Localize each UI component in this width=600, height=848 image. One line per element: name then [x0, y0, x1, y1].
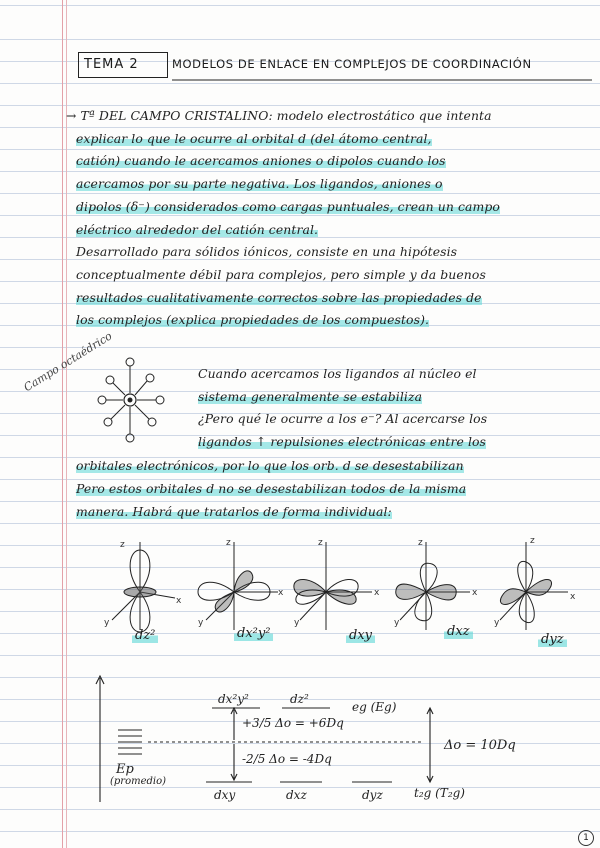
page-number: 1: [578, 830, 594, 846]
axis-x-label: x: [570, 592, 576, 602]
axis-x-label: x: [176, 596, 182, 606]
orbital-label-dx2y2: dx²y²: [234, 626, 273, 641]
orbital-dx2y2-drawing: [198, 542, 278, 630]
title-underline: [172, 78, 600, 84]
paragraphs-line-text: eléctrico alrededor del catión central.: [76, 221, 319, 237]
approach-line-text: Cuando acercamos los ligandos al núcleo el: [198, 366, 477, 381]
approach-line-text: ¿Pero qué le ocurre a los e⁻? Al acercarse los: [198, 411, 488, 426]
axis-y-label: y: [494, 618, 500, 628]
paragraphs-line: [76, 199, 500, 214]
t2g-dyz-label: dyz: [362, 788, 383, 802]
approach-line-text: sistema generalmente se estabiliza: [198, 388, 423, 404]
approach-line: [198, 366, 477, 381]
orbital-drawings: [0, 540, 600, 650]
paragraphs-line: [76, 290, 482, 305]
paragraphs-line-text: acercamos por su parte negativa. Los ligandos, aniones o: [76, 176, 443, 192]
paragraphs-line-text: Desarrollado para sólidos iónicos, consiste en una hipótesis: [76, 244, 458, 260]
t2g-label: t₂g (T₂g): [414, 786, 465, 800]
paragraphs-line: [76, 244, 457, 259]
paragraphs-line-text: conceptualmente débil para complejos, pero simple y da buenos: [76, 266, 486, 282]
ep-label: Ep: [116, 762, 134, 777]
axis-y-label: y: [294, 618, 300, 628]
continued-line-text: Pero estos orbitales d no se desestabilizan todos de la misma: [76, 481, 467, 496]
paragraphs-line: [76, 267, 486, 282]
orbital-label-dz2: dz²: [132, 628, 158, 643]
orbital-label-dyz: dyz: [538, 632, 567, 647]
approach-line-text: ligandos ↑ repulsiones electrónicas entre los: [198, 433, 487, 449]
paragraphs-line: [76, 176, 443, 191]
paragraphs-line-text: → Tª DEL CAMPO CRISTALINO: modelo electrostático que intenta: [66, 108, 492, 123]
paragraphs-line: [76, 312, 429, 327]
paragraphs-line: [76, 153, 446, 168]
approach-line: [198, 434, 486, 449]
orbital-label-dxy: dxy: [346, 628, 375, 643]
eg-right-label: dz²: [290, 692, 309, 706]
axis-z-label: z: [120, 540, 125, 550]
paragraphs-line: [76, 131, 432, 146]
paragraphs-line-text: los complejos (explica propiedades de los compuestos).: [76, 312, 430, 328]
orbital-dz2-drawing: [112, 542, 175, 632]
eg-label: eg (Eg): [352, 700, 397, 714]
side-note: Campo octaédrico: [21, 329, 115, 395]
tema-label: TEMA 2: [84, 57, 139, 72]
eg-left-label: dx²y²: [218, 692, 249, 706]
continued-line: [76, 458, 464, 473]
promedio-label: (promedio): [110, 776, 167, 787]
axis-x-label: x: [472, 588, 478, 598]
continued-line-text: orbitales electrónicos, por lo que los orb. d se desestabilizan: [76, 458, 464, 473]
t2g-dxy-label: dxy: [214, 788, 236, 802]
page-title: MODELOS DE ENLACE EN COMPLEJOS DE COORDINACIÓN: [172, 57, 532, 71]
axis-y-label: y: [198, 618, 204, 628]
orbital-dxz-drawing: [396, 542, 470, 630]
orbital-dyz-drawing: [500, 542, 568, 630]
octahedral-sketch: [98, 356, 168, 446]
approach-line: [198, 411, 487, 426]
paragraphs-line: [66, 108, 492, 123]
axis-y-label: y: [394, 618, 400, 628]
orbital-label-dxz: dxz: [444, 624, 473, 639]
axis-y-label: y: [104, 618, 110, 628]
continued-line: [76, 481, 466, 496]
split-plus-label: +3/5 Δo = +6Dq: [242, 716, 344, 730]
paragraphs-line-text: explicar lo que le ocurre al orbital d (del átomo central,: [76, 130, 432, 146]
t2g-dxz-label: dxz: [286, 788, 307, 802]
axis-z-label: z: [318, 538, 323, 548]
axis-z-label: z: [226, 538, 231, 548]
paragraphs-line-text: resultados cualitativamente correctos sobre las propiedades de: [76, 289, 482, 305]
axis-x-label: x: [374, 588, 380, 598]
paragraphs-line-text: dipolos (δ⁻) considerados como cargas puntuales, crean un campo: [76, 198, 500, 214]
orbital-dxy-drawing: [294, 542, 372, 630]
axis-z-label: z: [530, 536, 535, 546]
paragraphs-line: [76, 222, 318, 237]
delta-label: Δo = 10Dq: [444, 738, 516, 753]
axis-x-label: x: [278, 588, 284, 598]
paragraphs-line-text: catión) cuando le acercamos aniones o dipolos cuando los: [76, 153, 446, 169]
split-minus-label: -2/5 Δo = -4Dq: [242, 752, 332, 766]
axis-z-label: z: [418, 538, 423, 548]
continued-line: [76, 504, 392, 519]
approach-line: [198, 389, 422, 404]
continued-line-text: manera. Habrá que tratarlos de forma individual:: [76, 504, 392, 519]
